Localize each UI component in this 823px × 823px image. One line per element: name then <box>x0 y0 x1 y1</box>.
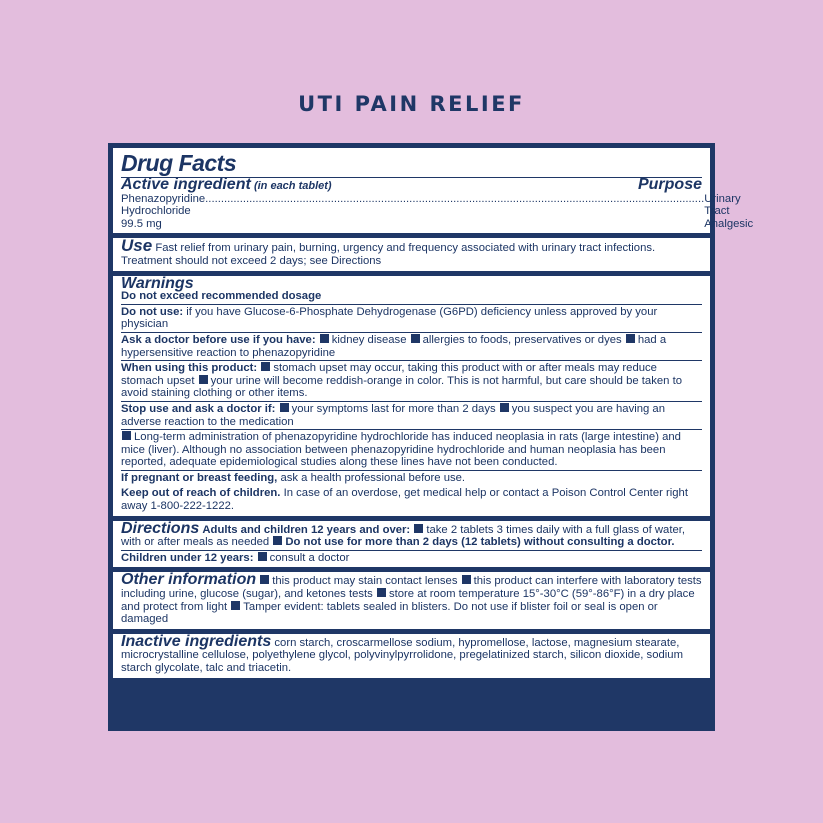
inactive-ingredients-text: corn starch, croscarmellose sodium, hypromellose, lactose, magnesium stearate, microcrystalline cellulose, polyethylene glycol, polyvinylpyrrolidone, pregelatinized starch, silicon dioxide, sodium starch glycolate, talc and triacetin. <box>121 636 683 674</box>
bullet-icon <box>320 334 329 343</box>
warnings-heading: Warnings <box>121 274 194 292</box>
bullet-icon <box>377 588 386 597</box>
ingredient-purpose: Urinary Tract Analgesic <box>704 192 754 230</box>
use-text: Fast relief from urinary pain, burning, urgency and frequency associated with urinary tract infections. Treatment should not exceed 2 days; see Directions <box>121 242 656 267</box>
long-term-warning <box>121 431 702 469</box>
adults-text: take 2 tablets 3 times daily with a full glass of water, with or after meals as needed <box>121 523 686 549</box>
no-exceed-warning: Do not exceed recommended dosage <box>121 290 322 303</box>
use-section <box>113 238 710 270</box>
bullet-icon <box>258 552 267 561</box>
leader-dots: ............................................................................................................................................................... <box>205 192 705 205</box>
long-term-text: Long-term administration of phenazopyridine hydrochloride has induced neoplasia in rats (large intestine) and mice (liver). Although no association between phenazopyridine hydrochloride and human neoplasia has been reported, adequate epidemiological studies along these lines have not been conducted. <box>121 431 681 469</box>
other-item: Tamper evident: tablets sealed in blisters. Do not use if blister foil or seal is open or damaged <box>121 600 658 626</box>
divider <box>121 360 702 361</box>
bullet-icon <box>122 431 131 440</box>
divider <box>121 550 702 551</box>
bullet-icon <box>280 403 289 412</box>
divider <box>121 332 702 333</box>
adults-warning: Do not use for more than 2 days (12 tablets) without consulting a doctor. <box>285 536 675 549</box>
divider <box>121 304 702 305</box>
bullet-icon <box>414 524 423 533</box>
other-information-heading: Other information <box>121 571 257 589</box>
use-heading: Use <box>121 236 153 256</box>
when-item: your urine will become reddish-orange in color. This is not harmful, but care should be taken to avoid staining clothing or other items. <box>121 374 682 400</box>
children-label: Children under 12 years: <box>121 551 254 564</box>
directions-heading: Directions <box>121 519 200 537</box>
stop-item: your symptoms last for more than 2 days <box>291 402 496 415</box>
pregnant-text: ask a health professional before use. <box>280 471 466 484</box>
stop-use-label: Stop use and ask a doctor if: <box>121 402 276 415</box>
bullet-icon <box>261 362 270 371</box>
ask-doctor-label: Ask a doctor before use if you have: <box>121 333 316 346</box>
do-not-use-label: Do not use: <box>121 305 184 318</box>
stop-item: you suspect you are having an adverse reaction to the medication <box>121 402 666 428</box>
ingredient-row <box>121 192 754 231</box>
drug-facts-panel <box>108 143 754 731</box>
inactive-ingredients-section <box>113 634 710 678</box>
bullet-icon <box>626 334 635 343</box>
ask-item: had a hypersensitive reaction to phenazopyridine <box>121 333 667 359</box>
inactive-ingredients-heading: Inactive ingredients <box>121 632 272 650</box>
other-item: this product may stain contact lenses <box>272 575 458 588</box>
ask-doctor <box>121 334 702 359</box>
pregnant-warning <box>121 472 702 485</box>
children-text: consult a doctor <box>269 551 350 564</box>
active-ingredient-note: (in each tablet) <box>253 180 332 192</box>
ask-item: allergies to foods, preservatives or dyes <box>422 333 622 346</box>
adults-directions <box>121 519 702 549</box>
when-using-label: When using this product: <box>121 362 258 375</box>
reach-warning <box>121 487 702 512</box>
purpose-label: Purpose <box>637 176 702 193</box>
drug-facts-heading: Drug Facts <box>121 150 237 176</box>
divider <box>121 429 702 430</box>
do-not-use <box>121 306 702 331</box>
active-header-row <box>121 176 702 193</box>
active-ingredient-label: Active ingredient <box>121 176 251 193</box>
stop-use <box>121 403 702 428</box>
divider <box>121 470 702 471</box>
bullet-icon <box>199 375 208 384</box>
when-using <box>121 362 702 400</box>
children-directions <box>121 552 702 565</box>
ask-item: kidney disease <box>331 333 407 346</box>
reach-text: In case of an overdose, get medical help or contact a Poison Control Center right away 1-800-222-1222. <box>121 487 688 513</box>
bullet-icon <box>273 536 282 545</box>
warnings-section <box>113 276 710 516</box>
reach-label: Keep out of reach of children. <box>121 487 281 500</box>
drug-facts-section <box>113 148 754 233</box>
adults-label: Adults and children 12 years and over: <box>202 523 411 536</box>
directions-section <box>113 521 710 568</box>
bullet-icon <box>231 601 240 610</box>
ingredient-name: Phenazopyridine Hydrochloride 99.5 mg <box>121 192 206 230</box>
divider <box>121 401 702 402</box>
other-information-section <box>113 572 710 628</box>
bullet-icon <box>462 575 471 584</box>
page-title: UTI PAIN RELIEF <box>298 92 525 116</box>
bullet-icon <box>500 403 509 412</box>
bullet-icon <box>260 575 269 584</box>
other-item: this product can interfere with laboratory tests including urine, glucose (sugar), and ketones tests <box>121 575 702 601</box>
other-item: store at room temperature 15°-30°C (59°-86°F) in a dry place and protect from light <box>121 588 695 613</box>
pregnant-label: If pregnant or breast feeding, <box>121 471 278 484</box>
bullet-icon <box>411 334 420 343</box>
when-item: stomach upset may occur, taking this product with or after meals may reduce stomach upset <box>121 362 657 387</box>
do-not-use-text: if you have Glucose-6-Phosphate Dehydrogenase (G6PD) deficiency unless approved by your physician <box>121 305 658 331</box>
